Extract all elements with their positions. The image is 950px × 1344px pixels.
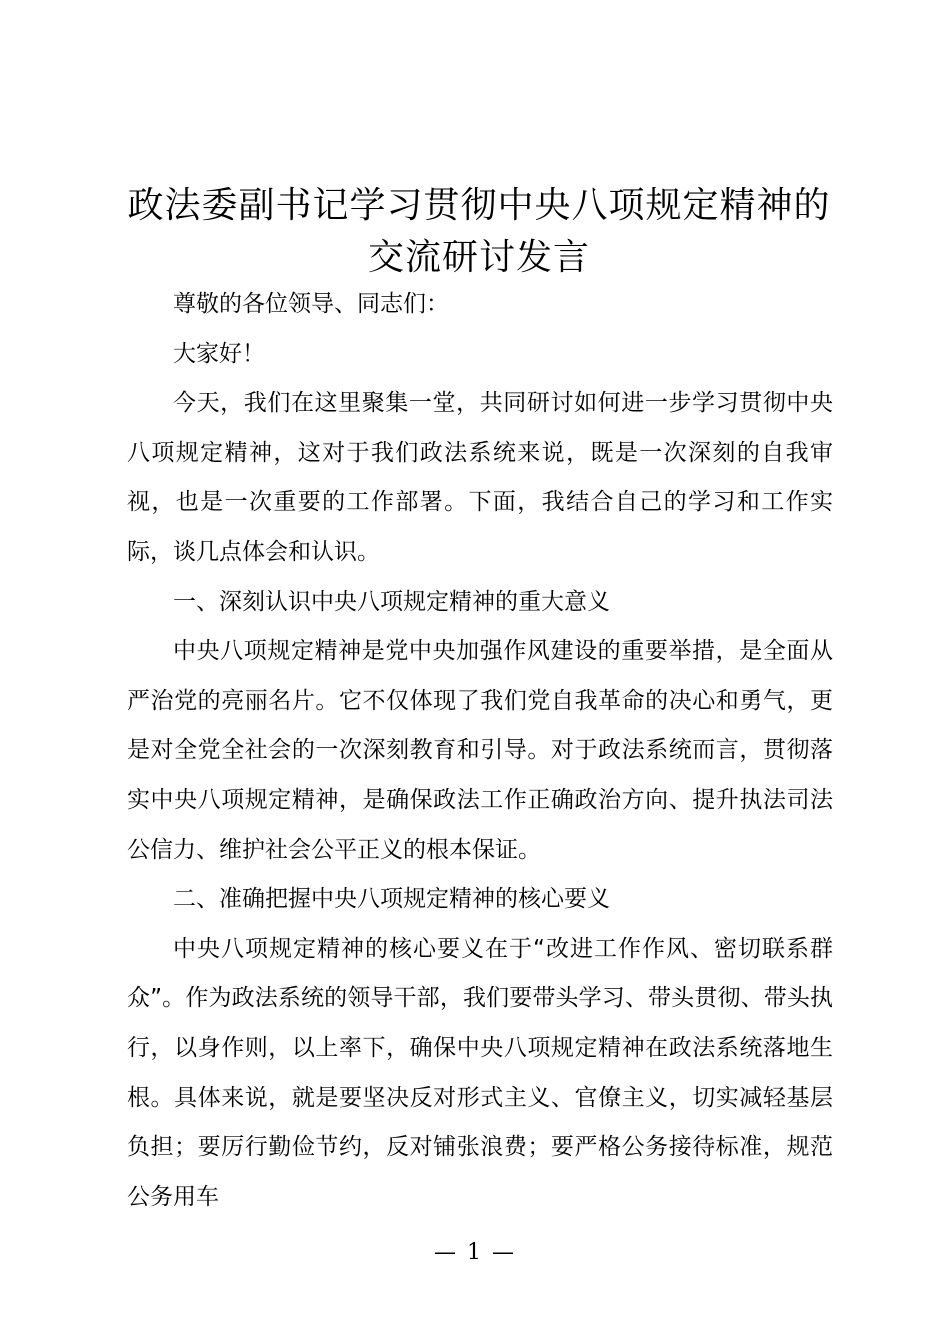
page-number: — 1 — [434,1240,516,1265]
section-heading-2: 二、准确把握中央八项规定精神的核心要义 [173,886,610,913]
greeting: 大家好！ [173,340,265,367]
section-2-paragraph: 中央八项规定精神的核心要义在于“改进工作作风、密切联系群众”。作为政法系统的领导干部，我们要带头学习、带头贯彻、带头执行，以身作则，以上率下，确保中央八项规定精神在政法系统落地生根。具体来说，就是要坚决反对形式主义、官僚主义，切实减轻基层负担；要厉行勤俭节约，反对铺张浪费；要严格公务接待标准，规范公务用车 [127,935,833,1210]
intro-paragraph: 今天，我们在这里聚集一堂，共同研讨如何进一步学习贯彻中央八项规定精神，这对于我们政法系统来说，既是一次深刻的自我审视，也是一次重要的工作部署。下面，我结合自己的学习和工作实际，谈几点体会和认识。 [127,390,833,565]
document-title: 政法委副书记学习贯彻中央八项规定精神的交流研讨发言 [127,185,831,278]
document-body [127,280,833,1222]
section-heading-1: 一、深刻认识中央八项规定精神的重大意义 [173,588,610,615]
salutation: 尊敬的各位领导、同志们： [173,291,449,317]
section-1-paragraph: 中央八项规定精神是党中央加强作风建设的重要举措，是全面从严治党的亮丽名片。它不仅体现了我们党自我革命的决心和勇气，更是对全党全社会的一次深刻教育和引导。对于政法系统而言，贯彻落实中央八项规定精神，是确保政法工作正确政治方向、提升执法司法公信力、维护社会公平正义的根本保证。 [127,638,833,863]
